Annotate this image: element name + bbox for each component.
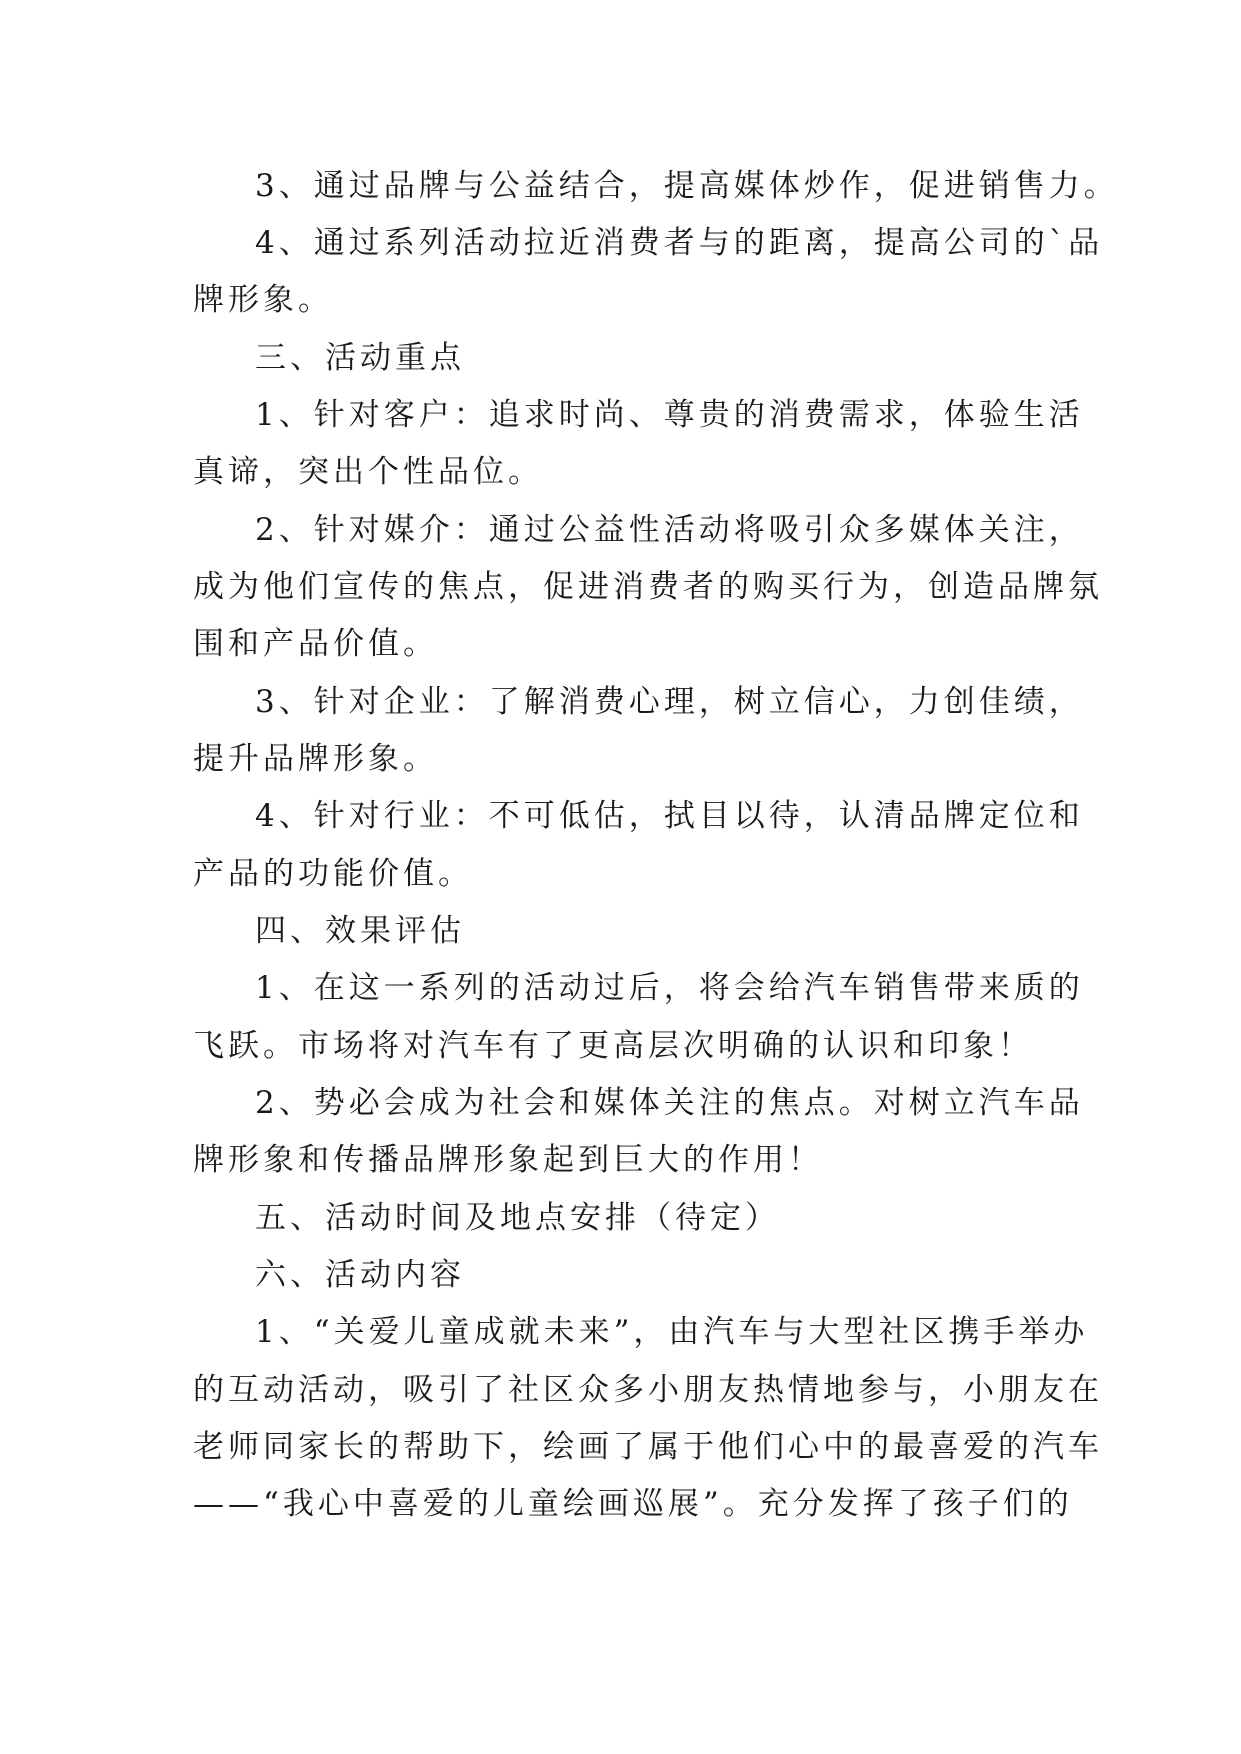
paragraph-line: 老师同家长的帮助下，绘画了属于他们心中的最喜爱的汽车 — [193, 1429, 1103, 1465]
paragraph-line: 牌形象和传播品牌形象起到巨大的作用！ — [193, 1142, 823, 1178]
paragraph-line: 围和产品价值。 — [193, 626, 438, 662]
paragraph-line: 1、在这一系列的活动过后，将会给汽车销售带来质的 — [255, 970, 1084, 1006]
section-heading: 五、活动时间及地点安排（待定） — [255, 1200, 780, 1236]
section-heading: 六、活动内容 — [255, 1257, 465, 1293]
paragraph-line: 1、针对客户：追求时尚、尊贵的消费需求，体验生活 — [255, 397, 1084, 433]
paragraph-line: ——“我心中喜爱的儿童绘画巡展”。充分发挥了孩子们的 — [193, 1486, 1073, 1522]
paragraph-line: 产品的功能价值。 — [193, 856, 473, 892]
section-heading: 三、活动重点 — [255, 340, 465, 376]
paragraph-line: 飞跃。市场将对汽车有了更高层次明确的认识和印象！ — [193, 1028, 1033, 1064]
paragraph-line: 1、“关爱儿童成就未来”，由汽车与大型社区携手举办 — [255, 1314, 1089, 1350]
paragraph-line: 4、通过系列活动拉近消费者与的距离，提高公司的`品 — [255, 225, 1104, 261]
paragraph-line: 2、势必会成为社会和媒体关注的焦点。对树立汽车品 — [255, 1085, 1084, 1121]
paragraph-line: 2、针对媒介：通过公益性活动将吸引众多媒体关注， — [255, 512, 1084, 548]
paragraph-line: 的互动活动，吸引了社区众多小朋友热情地参与，小朋友在 — [193, 1372, 1103, 1408]
paragraph-line: 4、针对行业：不可低估，拭目以待，认清品牌定位和 — [255, 798, 1084, 834]
paragraph-line: 真谛，突出个性品位。 — [193, 454, 543, 490]
paragraph-line: 牌形象。 — [193, 282, 333, 318]
paragraph-line: 3、通过品牌与公益结合，提高媒体炒作，促进销售力。 — [255, 168, 1119, 204]
section-heading: 四、效果评估 — [255, 913, 465, 949]
paragraph-line: 成为他们宣传的焦点，促进消费者的购买行为，创造品牌氛 — [193, 569, 1103, 605]
paragraph-line: 提升品牌形象。 — [193, 741, 438, 777]
paragraph-line: 3、针对企业：了解消费心理，树立信心，力创佳绩， — [255, 684, 1084, 720]
